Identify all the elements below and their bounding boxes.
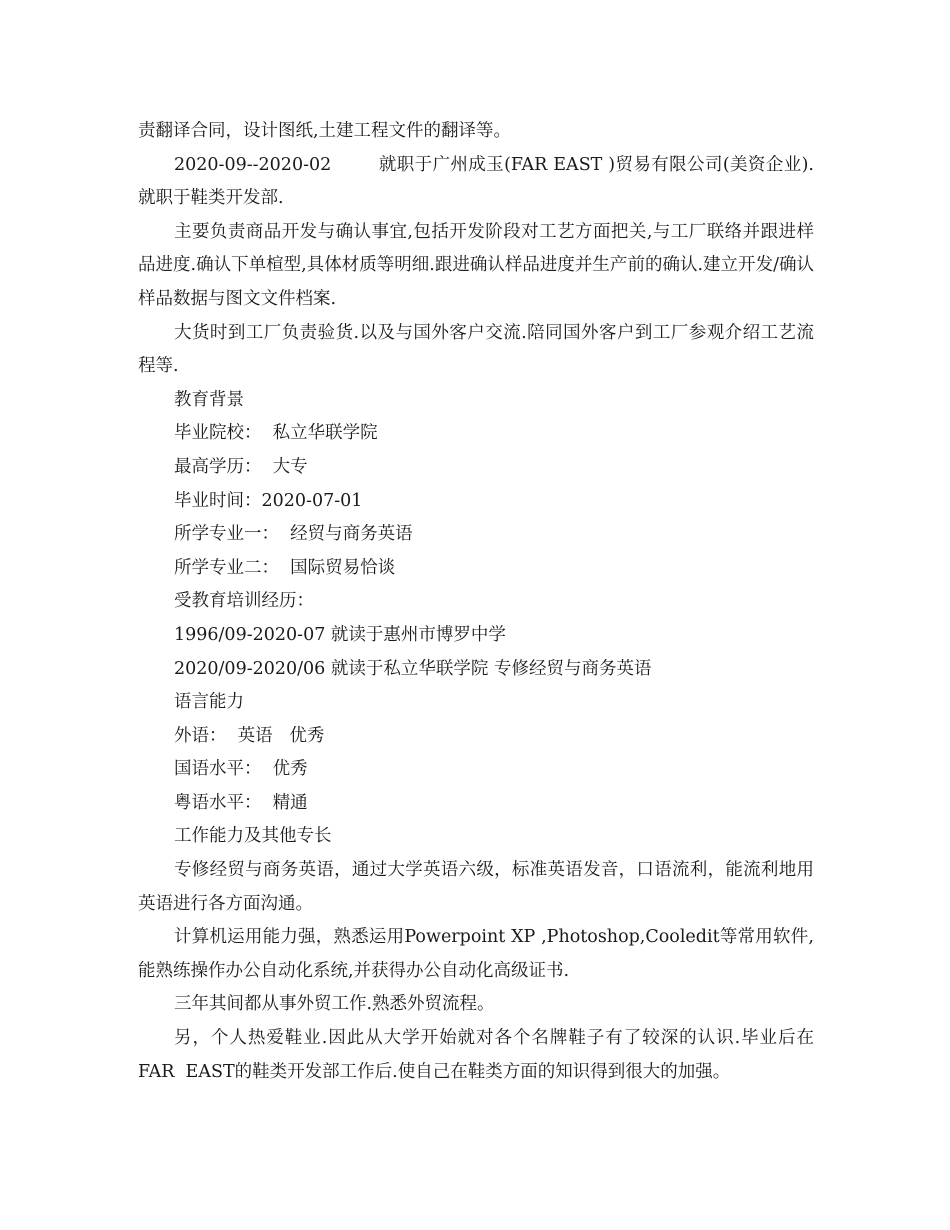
paragraph: 外语： 英语 优秀: [174, 725, 325, 746]
paragraph: 工作能力及其他专长: [174, 826, 332, 847]
paragraph: 主要负责商品开发与确认事宜,包括开发阶段对工艺方面把关,与工厂联络并跟进样品进度.确认下单楦型,具体材质等明细.跟进确认样品进度并生产前的确认.建立开发/确认样品数据与图文文件档案.: [138, 221, 814, 309]
paragraph: 三年其间都从事外贸工作.熟悉外贸流程。: [174, 994, 495, 1015]
paragraph: 受教育培训经历：: [174, 591, 314, 612]
paragraph: 语言能力: [174, 692, 244, 713]
document-body: [138, 115, 820, 1089]
paragraph: 1996/09-2020-07 就读于惠州市博罗中学: [174, 624, 506, 645]
paragraph: 粤语水平： 精通: [174, 792, 308, 813]
paragraph: 2020-09--2020-02 就职于广州成玉(FAR EAST )贸易有限公司(美资企业). 就职于鞋类开发部.: [138, 154, 820, 209]
paragraph: 计算机运用能力强，熟悉运用Powerpoint XP ,Photoshop,Cooledit等常用软件,能熟练操作办公自动化系统,并获得办公自动化高级证书.: [138, 927, 814, 981]
paragraph: 国语水平： 优秀: [174, 759, 308, 780]
paragraph: 毕业时间：2020-07-01: [174, 490, 363, 511]
paragraph: 教育背景: [174, 389, 244, 410]
paragraph: 所学专业二： 国际贸易恰谈: [174, 557, 396, 578]
paragraph: 大货时到工厂负责验货.以及与国外客户交流.陪同国外客户到工厂参观介绍工艺流程等.: [138, 322, 814, 377]
paragraph: 专修经贸与商务英语，通过大学英语六级，标准英语发音，口语流利，能流利地用英语进行各方面沟通。: [138, 860, 814, 914]
paragraph: 所学专业一： 经贸与商务英语: [174, 524, 413, 545]
paragraph: 责翻译合同，设计图纸,土建工程文件的翻译等。: [138, 121, 512, 141]
paragraph: 毕业院校： 私立华联学院: [174, 423, 378, 444]
paragraph: 另，个人热爱鞋业.因此从大学开始就对各个名牌鞋子有了较深的认识.毕业后在FAR EAST的鞋类开发部工作后.使自己在鞋类方面的知识得到很大的加强。: [138, 1028, 814, 1082]
paragraph: 最高学历： 大专: [174, 456, 308, 477]
paragraph: 2020/09-2020/06 就读于私立华联学院 专修经贸与商务英语: [174, 658, 652, 679]
